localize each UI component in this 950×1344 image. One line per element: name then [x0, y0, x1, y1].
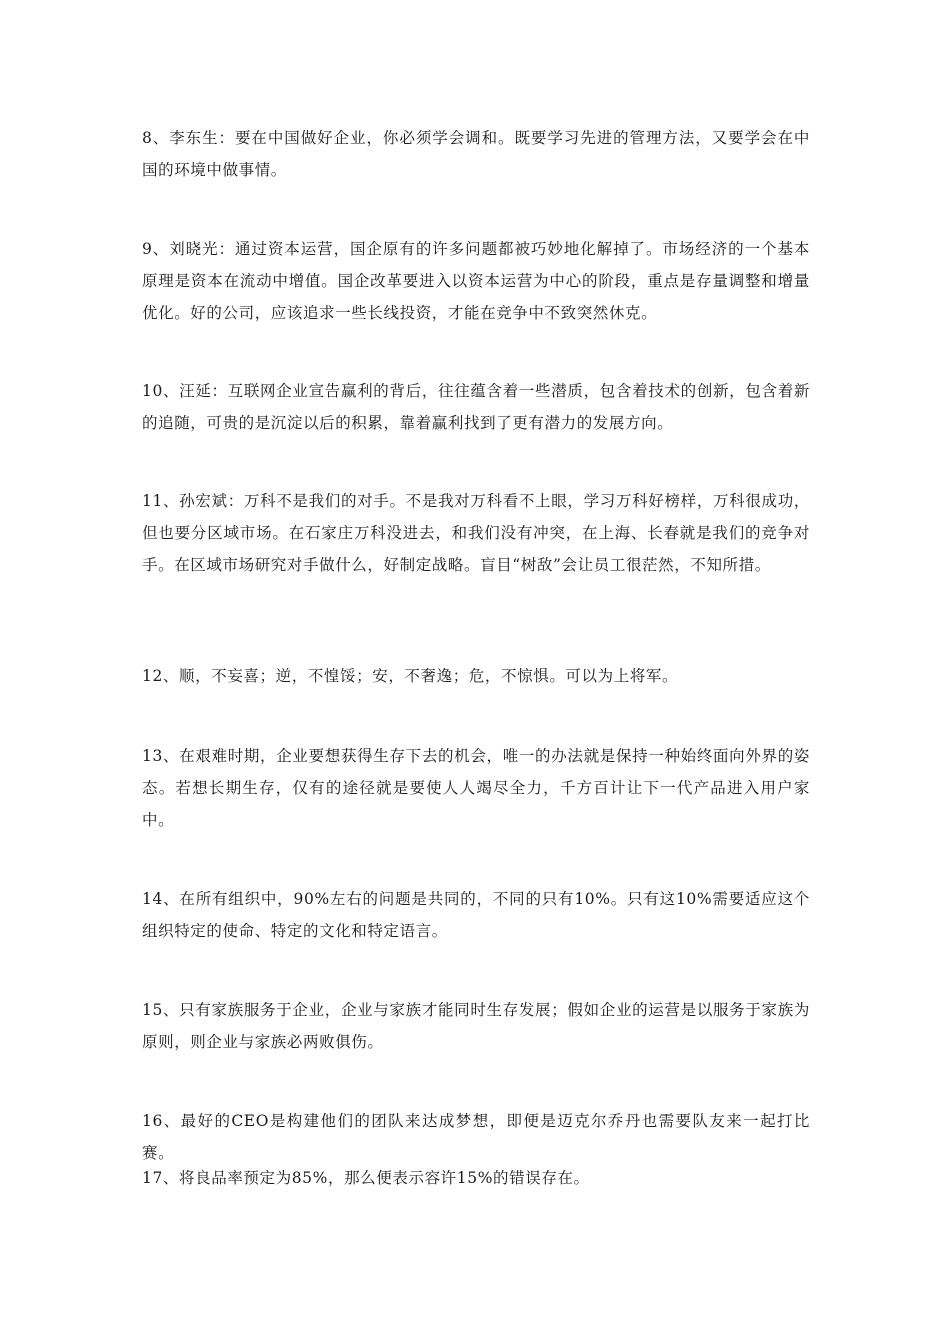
paragraph-17: 17、将良品率预定为85%，那么便表示容许15%的错误存在。	[142, 1169, 590, 1187]
paragraph-12: 12、顺，不妄喜；逆，不惶馁；安，不奢逸；危，不惊惧。可以为上将军。	[142, 667, 679, 685]
paragraph-8: 8、李东生：要在中国做好企业，你必须学会调和。既要学习先进的管理方法，又要学会在中国的环境中做事情。	[142, 129, 810, 179]
paragraph-13: 13、在艰难时期，企业要想获得生存下去的机会，唯一的办法就是保持一种始终面向外界的姿态。若想长期生存，仅有的途径就是要使人人竭尽全力，千方百计让下一代产品进入用户家中。	[142, 747, 810, 829]
paragraph-16: 16、最好的CEO是构建他们的团队来达成梦想，即便是迈克尔乔丹也需要队友来一起打比赛。	[142, 1112, 810, 1162]
paragraph-11: 11、孙宏斌：万科不是我们的对手。不是我对万科看不上眼，学习万科好榜样，万科很成功，但也要分区域市场。在石家庄万科没进去，和我们没有冲突，在上海、长春就是我们的竞争对手。在区域市场研究对手做什么，好制定战略。盲目“树敌”会让员工很茫然，不知所措。	[142, 492, 810, 574]
paragraph-9: 9、刘晓光：通过资本运营，国企原有的许多问题都被巧妙地化解掉了。市场经济的一个基本原理是资本在流动中增值。国企改革要进入以资本运营为中心的阶段，重点是存量调整和增量优化。好的公司，应该追求一些长线投资，才能在竞争中不致突然休克。	[142, 240, 810, 322]
paragraph-14: 14、在所有组织中，90%左右的问题是共同的，不同的只有10%。只有这10%需要适应这个组织特定的使命、特定的文化和特定语言。	[142, 890, 810, 940]
paragraph-10: 10、汪延：互联网企业宣告赢利的背后，往往蕴含着一些潜质，包含着技术的创新，包含着新的追随，可贵的是沉淀以后的积累，靠着赢利找到了更有潜力的发展方向。	[142, 382, 810, 432]
paragraph-15: 15、只有家族服务于企业，企业与家族才能同时生存发展；假如企业的运营是以服务于家族为原则，则企业与家族必两败俱伤。	[142, 1001, 810, 1051]
